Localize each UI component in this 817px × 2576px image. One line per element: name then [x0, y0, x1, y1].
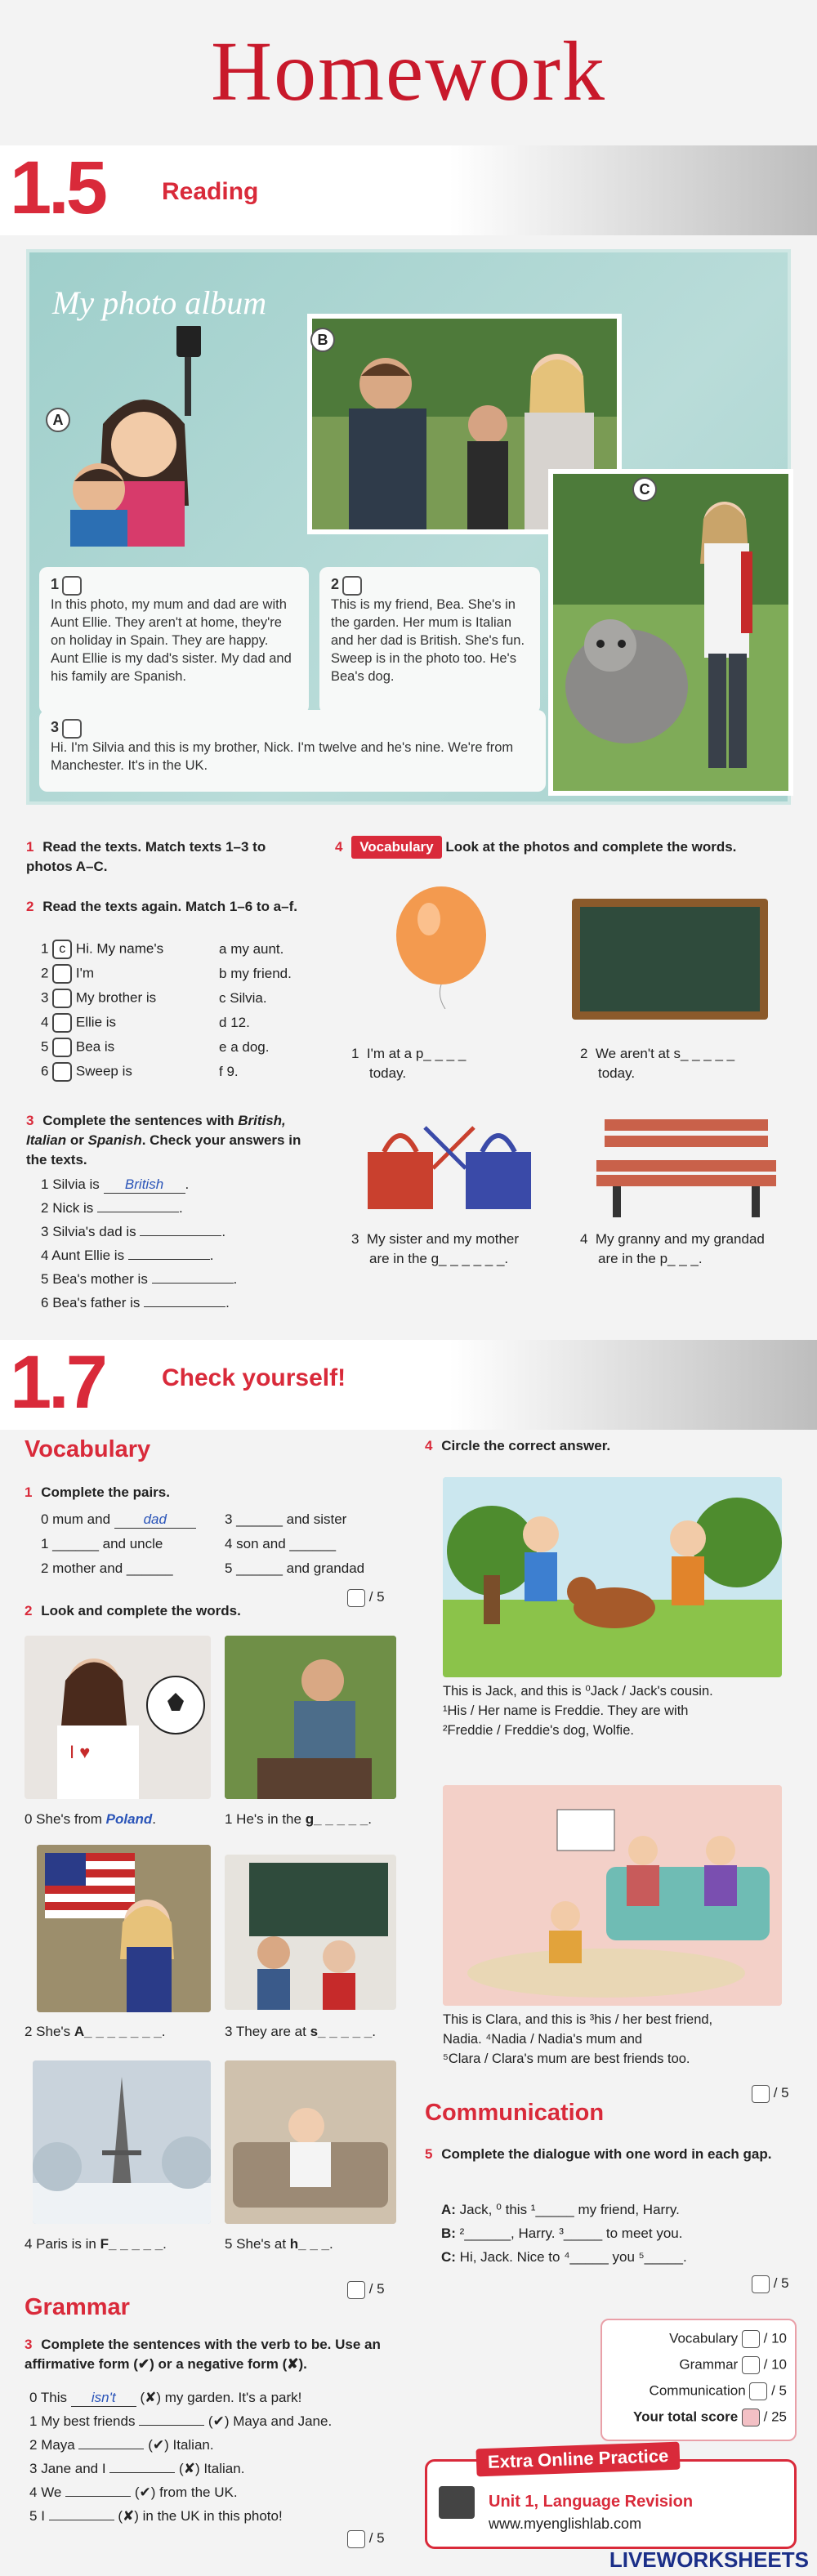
grammar-pre: This [40, 2390, 71, 2405]
vocab-item-1 [351, 1044, 515, 1083]
exercise-number: 2 [25, 1603, 33, 1618]
match-number: 5 [41, 1038, 53, 1055]
pair-right: 5 ______ and grandad [225, 1560, 365, 1576]
option-letter: c [219, 990, 230, 1006]
photo-poland-girl [25, 1636, 211, 1799]
grammar-post: Maya and Jane. [233, 2413, 333, 2429]
grammar-mark: (✘) [114, 2508, 143, 2524]
online-unit: Unit 1, Language Revision [489, 2493, 694, 2511]
grammar-row [29, 2437, 214, 2453]
option-text: a dog. [230, 1039, 270, 1055]
blackboard-image [572, 899, 768, 1020]
score-input[interactable] [742, 2356, 760, 2374]
score-max: / 5 [767, 2382, 787, 2399]
vocab-item-4 [580, 1230, 809, 1269]
grammar-post: Italian. [203, 2461, 245, 2476]
match-number: 4 [41, 1014, 53, 1030]
score-max: / 25 [759, 2409, 787, 2425]
score-label: Grammar [679, 2356, 742, 2373]
check-exercise-3 [25, 2335, 408, 2374]
exercise-instruction: Complete the sentences with [42, 1113, 234, 1128]
section-name: Check yourself! [162, 1364, 346, 1391]
sentence-row [41, 1271, 237, 1288]
match-left-text: Hi. My name's [72, 940, 164, 957]
cartoon-boys-dog [443, 1477, 782, 1677]
exercise-number: 2 [26, 899, 34, 914]
nationality-words: British, Italian [26, 1113, 286, 1148]
sentence-text: Nick is [52, 1200, 97, 1216]
score-box[interactable] [347, 2281, 365, 2299]
grammar-row [29, 2413, 332, 2430]
grammar-number: 1 [29, 2413, 42, 2429]
caption-0 [25, 1810, 156, 1829]
page-title: Homework [211, 25, 606, 118]
grammar-row [29, 2390, 301, 2407]
grammar-heading: Grammar [25, 2294, 130, 2320]
match-box[interactable] [62, 719, 82, 739]
match-number: 3 [41, 989, 53, 1006]
answer-blank[interactable] [144, 1306, 225, 1307]
grammar-pre: We [41, 2484, 66, 2500]
story-line[interactable]: Nadia. ⁴Nadia / Nadia's mum and [443, 2032, 643, 2047]
grammar-answer[interactable] [65, 2496, 131, 2497]
grammar-mark: (✘) [136, 2390, 165, 2405]
match-number: 1 [41, 940, 53, 957]
option-text: 9. [226, 1064, 239, 1079]
option-text: my friend. [230, 966, 292, 981]
watering-cans-image [351, 1119, 547, 1217]
caption-text: 2 She's [25, 2024, 74, 2039]
photo-c [548, 469, 793, 796]
score-ex3 [347, 2529, 385, 2548]
option-letter: e [219, 1039, 231, 1055]
dialogue-text[interactable]: Jack, ⁰ this ¹_____ my friend, Harry. [459, 2202, 680, 2217]
dialogue-text[interactable]: Hi, Jack. Nice to ⁴_____ you ⁵_____. [459, 2249, 687, 2265]
grammar-mark: (✔) [144, 2437, 173, 2453]
caption-end: . [163, 2236, 167, 2252]
match-row [41, 964, 94, 984]
exercise-number: 1 [26, 839, 34, 855]
option-letter: d [219, 1015, 231, 1030]
exercise-instruction: Complete the dialogue with one word in each gap. [441, 2146, 772, 2162]
sentence-text: Silvia's dad is [52, 1224, 141, 1239]
grammar-post: my garden. It's a park! [164, 2390, 302, 2405]
exercise-2 [26, 897, 312, 917]
grammar-number: 0 [29, 2390, 41, 2405]
story-line[interactable]: This is Clara, and this is ³his / her best friend, [443, 2012, 713, 2027]
pair-left: 1 ______ and uncle [41, 1536, 163, 1551]
match-option [219, 941, 283, 958]
sentence-end: . [221, 1224, 226, 1239]
match-option [219, 1039, 269, 1056]
text-card-2 [319, 567, 540, 714]
score-max: / 5 [368, 2530, 385, 2546]
grammar-mark: (✔) [131, 2484, 160, 2500]
photo-american-girl [37, 1845, 211, 2012]
answer-blank[interactable] [140, 1235, 221, 1236]
score-ex1 [347, 1587, 385, 1607]
grammar-answer[interactable] [139, 2425, 204, 2426]
text-number: 1 [51, 576, 60, 592]
match-number: 2 [41, 965, 53, 981]
score-label: Your total score [633, 2409, 742, 2425]
nationality-word: Spanish [87, 1132, 142, 1148]
option-text: 12. [230, 1015, 250, 1030]
answer-blank[interactable] [128, 1259, 210, 1260]
caption-answer[interactable]: g_ _ _ _ _ [305, 1811, 368, 1827]
match-row [41, 1038, 114, 1057]
story-line[interactable]: ²Freddie / Freddie's dog, Wolfie. [443, 1723, 634, 1738]
score-max: / 10 [759, 2356, 787, 2373]
sentence-text: Silvia is [52, 1176, 104, 1192]
caption-text: 3 They are at [225, 2024, 310, 2039]
text-body: Hi. I'm Silvia and this is my brother, Nick. I'm twelve and he's nine. We're from Manchester. It's in the UK. [51, 739, 514, 773]
caption-end: . [152, 1811, 157, 1827]
vocabulary-tag: Vocabulary [351, 836, 441, 859]
match-box[interactable] [52, 1038, 72, 1057]
speaker: A: [441, 2202, 460, 2217]
speaker: B: [441, 2226, 460, 2241]
item-number: 2 [580, 1046, 588, 1061]
sentence-number: 2 [41, 1200, 53, 1216]
exercise-instruction: Complete the sentences with the verb to be. Use an affirmative form (✔) or a negative form (✘). [25, 2337, 381, 2372]
option-letter: b [219, 966, 231, 981]
score-row [650, 2382, 787, 2400]
liveworksheets-logo: LIVEWORKSHEETS [609, 2547, 809, 2572]
exercise-number: 5 [425, 2146, 433, 2162]
item-line: I'm at a p_ _ _ _ [366, 1046, 467, 1061]
match-option [219, 990, 267, 1007]
grammar-pre: Jane and I [41, 2461, 110, 2476]
caption-2 [25, 2022, 165, 2042]
caption-5 [225, 2234, 333, 2254]
story-line[interactable]: ⁵Clara / Clara's mum are best friends too. [443, 2051, 690, 2066]
caption-3 [225, 2022, 376, 2042]
match-option [219, 1064, 239, 1080]
match-box[interactable] [62, 576, 82, 596]
laptop-icon [439, 2486, 475, 2519]
match-left-text: Sweep is [72, 1063, 132, 1079]
grammar-mark: (✔) [204, 2413, 234, 2429]
match-box[interactable] [52, 964, 72, 984]
sentence-number: 1 [41, 1176, 53, 1192]
score-row [669, 2330, 787, 2348]
exercise-number: 3 [25, 2337, 33, 2352]
item-line: are in the p_ _ _. [598, 1251, 703, 1266]
grammar-number: 3 [29, 2461, 42, 2476]
match-row [41, 1013, 116, 1033]
score-box[interactable] [752, 2085, 770, 2103]
pair-row [41, 1536, 163, 1552]
story-line[interactable]: This is Jack, and this is ⁰Jack / Jack's cousin. [443, 1684, 713, 1699]
sentence-number: 6 [41, 1295, 53, 1310]
sentence-row [41, 1200, 183, 1217]
exercise-1 [26, 837, 312, 877]
sentence-row [41, 1248, 214, 1264]
sentence-text: Bea's mother is [52, 1271, 152, 1287]
sentence-number: 3 [41, 1224, 53, 1239]
score-max: / 10 [759, 2330, 787, 2346]
photo-school-kids [225, 1855, 396, 2010]
score-max: / 5 [773, 2085, 789, 2101]
match-box[interactable]: c [52, 940, 72, 959]
exercise-instruction: Complete the pairs. [41, 1484, 170, 1500]
bench-image [588, 1111, 784, 1217]
item-number: 1 [351, 1046, 359, 1061]
pair-left: 2 mother and ______ [41, 1560, 173, 1576]
score-box[interactable] [752, 2275, 770, 2293]
pair-row-right [225, 1511, 346, 1528]
item-line: today. [598, 1065, 636, 1081]
caption-text: 4 Paris is in [25, 2236, 100, 2252]
vocabulary-heading: Vocabulary [25, 1436, 151, 1462]
score-input[interactable] [749, 2382, 767, 2400]
grammar-row [29, 2508, 283, 2525]
match-option [219, 1015, 250, 1031]
match-row [41, 989, 156, 1008]
match-box[interactable] [52, 1062, 72, 1082]
item-number: 4 [580, 1231, 588, 1247]
text-number: 3 [51, 719, 60, 735]
dialogue-row [441, 2202, 680, 2218]
text-body: In this photo, my mum and dad are with Aunt Ellie. They aren't at home, they're on holiday in Spain. They are happy. Aunt Ellie is my dad's sister. My dad and his family are Spanish. [51, 596, 292, 684]
check-exercise-2 [25, 1601, 241, 1621]
communication-heading: Communication [425, 2100, 605, 2126]
score-box[interactable] [347, 2530, 365, 2548]
caption-answer[interactable]: h_ _ _ [289, 2236, 329, 2252]
check-exercise-5 [425, 2145, 801, 2164]
score-ex5 [752, 2274, 789, 2293]
caption-answer[interactable]: s_ _ _ _ _ [310, 2024, 373, 2039]
text-card-1 [39, 567, 309, 714]
text-card-3 [39, 710, 546, 792]
album-title: My photo album [52, 284, 267, 321]
grammar-post: from the UK. [159, 2484, 238, 2500]
sentence-end: . [209, 1248, 214, 1263]
sentence-end: . [185, 1176, 190, 1192]
caption-1 [225, 1810, 372, 1829]
photo-label-b: B [310, 328, 335, 352]
dialogue-row [441, 2249, 687, 2266]
caption-end: . [329, 2236, 333, 2252]
grammar-pre: Maya [41, 2437, 79, 2453]
pair-left: 0 mum and [41, 1511, 114, 1527]
grammar-post: Italian. [172, 2437, 214, 2453]
match-number: 6 [41, 1063, 53, 1079]
sentence-row [41, 1224, 225, 1240]
match-box[interactable] [52, 1013, 72, 1033]
section-header-check [0, 1340, 817, 1430]
answer-blank[interactable]: British [104, 1176, 185, 1194]
exercise-4 [335, 836, 809, 859]
story-1 [443, 1681, 794, 1740]
photo-home-sofa [225, 2060, 396, 2224]
section-name: Reading [162, 178, 259, 205]
score-max: / 5 [368, 2281, 385, 2297]
sentence-row [41, 1176, 189, 1194]
item-line: My granny and my grandad [595, 1231, 765, 1247]
caption-end: . [372, 2024, 376, 2039]
answer-blank[interactable] [152, 1283, 234, 1284]
photo-label-c: C [632, 477, 657, 502]
item-number: 3 [351, 1231, 359, 1247]
grammar-pre: I [41, 2508, 49, 2524]
pair-row-right [225, 1536, 336, 1552]
vocab-item-3 [351, 1230, 564, 1269]
sentence-end: . [178, 1200, 183, 1216]
item-line: today. [369, 1065, 407, 1081]
score-input[interactable] [742, 2330, 760, 2348]
option-letter: a [219, 941, 231, 957]
grammar-post: in the UK in this photo! [142, 2508, 283, 2524]
score-row [679, 2356, 787, 2374]
exercise-instruction: Look and complete the words. [41, 1603, 241, 1618]
check-exercise-4 [425, 1436, 610, 1456]
photo-album [26, 249, 791, 805]
match-left-text: My brother is [72, 989, 157, 1006]
instruction-end: . Check your answers in the texts. [26, 1132, 301, 1167]
exercise-number: 4 [425, 1438, 433, 1453]
sentence-number: 5 [41, 1271, 53, 1287]
online-url[interactable]: www.myenglishlab.com [489, 2516, 642, 2532]
sentence-row [41, 1295, 230, 1311]
cartoon-girls-sofa [443, 1785, 782, 2006]
story-line[interactable]: ¹His / Her name is Freddie. They are with [443, 1703, 689, 1718]
grammar-answer[interactable] [109, 2472, 175, 2473]
caption-answer[interactable]: Poland [105, 1811, 153, 1827]
text-number: 2 [331, 576, 340, 592]
dialogue-row [441, 2226, 682, 2242]
photo-paris-eiffel [33, 2060, 211, 2224]
match-row [41, 940, 163, 959]
caption-end: . [161, 2024, 166, 2039]
grammar-pre: My best friends [41, 2413, 140, 2429]
option-letter: f [219, 1064, 227, 1079]
pair-right: 3 ______ and sister [225, 1511, 347, 1527]
text-body: This is my friend, Bea. She's in the garden. Her mum is Italian and her dad is British. She's fun. Sweep is in the photo too. He's Bea's dog. [331, 596, 525, 684]
option-text: my aunt. [230, 941, 284, 957]
exercise-number: 4 [335, 839, 343, 855]
exercise-instruction: Circle the correct answer. [441, 1438, 611, 1453]
caption-answer[interactable]: A_ _ _ _ _ _ _ [74, 2024, 162, 2039]
section-number: 1.5 [10, 146, 105, 230]
instruction-or: or [66, 1132, 88, 1148]
exercise-instruction: Read the texts again. Match 1–6 to a–f. [42, 899, 297, 914]
match-left-text: Ellie is [72, 1014, 117, 1030]
grammar-number: 2 [29, 2437, 42, 2453]
item-line: are in the g_ _ _ _ _ _. [369, 1251, 509, 1266]
caption-end: . [368, 1811, 372, 1827]
dialogue-text[interactable]: ²______, Harry. ³_____ to meet you. [459, 2226, 683, 2241]
score-input[interactable] [742, 2409, 760, 2426]
score-label: Vocabulary [669, 2330, 742, 2346]
caption-answer[interactable]: F_ _ _ _ _ [100, 2236, 163, 2252]
score-row [633, 2409, 787, 2426]
story-2 [443, 2010, 794, 2069]
match-option [219, 966, 292, 982]
exercise-instruction: Read the texts. Match texts 1–3 to photos A–C. [26, 839, 266, 874]
extra-online-practice [425, 2445, 797, 2549]
sentence-end: . [233, 1271, 238, 1287]
grammar-number: 4 [29, 2484, 42, 2500]
caption-text: 0 She's from [25, 1811, 106, 1827]
match-left-text: I'm [72, 965, 95, 981]
grammar-mark: (✘) [175, 2461, 204, 2476]
caption-text: 1 He's in the [225, 1811, 306, 1827]
balloon-image [384, 886, 498, 1009]
photo-a [46, 326, 315, 547]
caption-text: 5 She's at [225, 2236, 290, 2252]
speaker: C: [441, 2249, 460, 2265]
match-left-text: Bea is [72, 1038, 115, 1055]
caption-4 [25, 2234, 167, 2254]
online-tag: Extra Online Practice [475, 2442, 680, 2477]
pair-row-right [225, 1560, 364, 1577]
sentence-number: 4 [41, 1248, 52, 1263]
option-text: Silvia. [230, 990, 267, 1006]
score-max: / 5 [368, 1589, 385, 1605]
pair-right: 4 son and ______ [225, 1536, 337, 1551]
sentence-text: Aunt Ellie is [51, 1248, 128, 1263]
svg-text:I ♥: I ♥ [69, 1742, 91, 1762]
item-line: We aren't at s_ _ _ _ _ [595, 1046, 735, 1061]
photo-label-a: A [46, 408, 70, 432]
exercise-number: 1 [25, 1484, 33, 1500]
check-exercise-1 [25, 1483, 170, 1502]
exercise-instruction: Look at the photos and complete the words. [445, 839, 737, 855]
exercise-number: 3 [26, 1113, 34, 1128]
sentence-text: Bea's father is [52, 1295, 145, 1310]
vocab-item-2 [580, 1044, 792, 1083]
score-ex2 [347, 2279, 385, 2299]
grammar-number: 5 [29, 2508, 42, 2524]
section-header-reading [0, 145, 817, 235]
photo-garden-man [225, 1636, 396, 1799]
score-box[interactable] [347, 1589, 365, 1607]
match-row [41, 1062, 132, 1082]
pair-row [41, 1511, 196, 1529]
grammar-row [29, 2461, 244, 2477]
match-box[interactable] [342, 576, 362, 596]
section-number: 1.7 [10, 1341, 105, 1424]
score-label: Communication [649, 2382, 750, 2399]
grammar-answer[interactable]: isn't [71, 2390, 136, 2407]
pair-answer[interactable]: dad [114, 1511, 196, 1529]
score-ex4 [752, 2083, 789, 2103]
match-box[interactable] [52, 989, 72, 1008]
exercise-3 [26, 1111, 320, 1170]
grammar-row [29, 2484, 238, 2501]
score-max: / 5 [773, 2275, 789, 2291]
score-summary [600, 2319, 797, 2441]
sentence-end: . [225, 1295, 230, 1310]
pair-row [41, 1560, 173, 1577]
item-line: My sister and my mother [366, 1231, 520, 1247]
